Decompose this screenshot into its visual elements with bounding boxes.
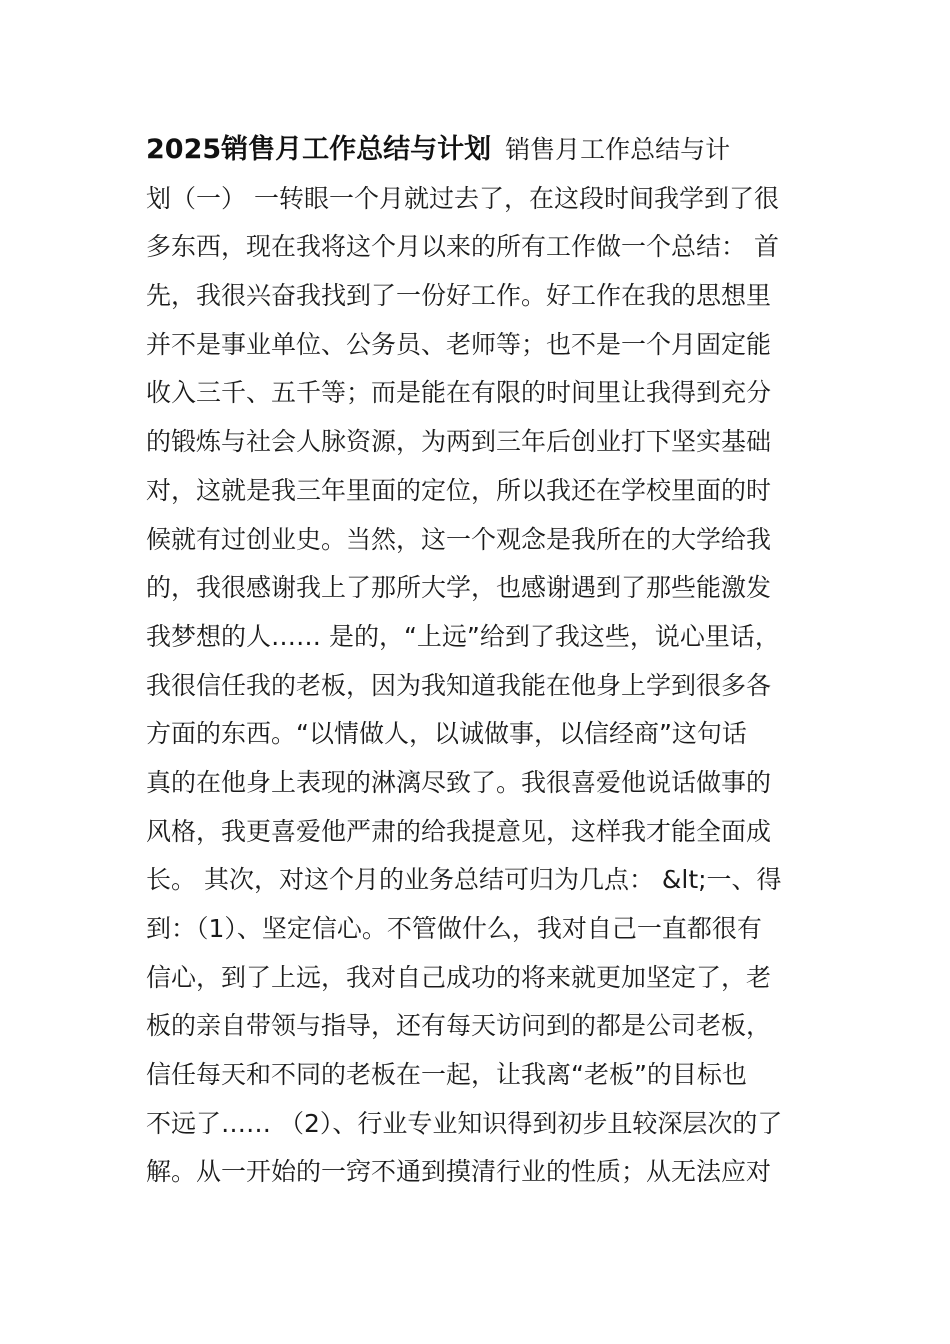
text-line: 长。 其次，对这个月的业务总结可归为几点： &lt;一、得 xyxy=(146,865,782,895)
text-line: 到：（1）、坚定信心。不管做什么，我对自己一直都很有 xyxy=(146,914,762,943)
text-line: 候就有过创业史。当然，这一个观念是我所在的大学给我 xyxy=(146,524,772,554)
text-line: 信心，到了上远，我对自己成功的将来就更加坚定了，老 xyxy=(146,962,772,992)
text-line: 收入三千、五千等；而是能在有限的时间里让我得到充分 xyxy=(146,378,772,408)
text-line: 不远了…… （2）、行业专业知识得到初步且较深层次的了 xyxy=(146,1108,783,1138)
text-line xyxy=(146,130,816,179)
text-line: 方面的东西。“以情做人，以诚做事，以信经商”这句话 xyxy=(146,719,747,749)
text-line: 风格，我更喜爱他严肃的给我提意见，这样我才能全面成 xyxy=(146,816,772,846)
text-line: 先，我很兴奋我找到了一份好工作。好工作在我的思想里 xyxy=(146,281,772,311)
document-title: 2025销售月工作总结与计划 xyxy=(146,134,492,165)
text-line: 信任每天和不同的老板在一起，让我离“老板”的目标也 xyxy=(146,1060,747,1090)
text-line: 的锻炼与社会人脉资源，为两到三年后创业打下坚实基础 xyxy=(146,427,772,457)
document-body xyxy=(146,130,816,1201)
text-line: 我梦想的人…… 是的，“上远”给到了我这些，说心里话， xyxy=(146,621,780,651)
text-line: 解。从一开始的一窍不通到摸清行业的性质；从无法应对 xyxy=(146,1157,772,1187)
text-line: 板的亲自带领与指导，还有每天访问到的都是公司老板， xyxy=(146,1011,772,1041)
text-line: 对，这就是我三年里面的定位，所以我还在学校里面的时 xyxy=(146,475,772,505)
text-line: 多东西，现在我将这个月以来的所有工作做一个总结： 首 xyxy=(146,232,779,262)
text-line: 真的在他身上表现的淋漓尽致了。我很喜爱他说话做事的 xyxy=(146,767,772,797)
text-line: 并不是事业单位、公务员、老师等；也不是一个月固定能 xyxy=(146,329,772,359)
text-line: 我很信任我的老板，因为我知道我能在他身上学到很多各 xyxy=(146,670,772,700)
text-line: 的，我很感谢我上了那所大学，也感谢遇到了那些能激发 xyxy=(146,573,772,603)
text-line: 划（一） 一转眼一个月就过去了，在这段时间我学到了很 xyxy=(146,183,779,213)
text-line-content: 销售月工作总结与计 xyxy=(505,135,731,164)
